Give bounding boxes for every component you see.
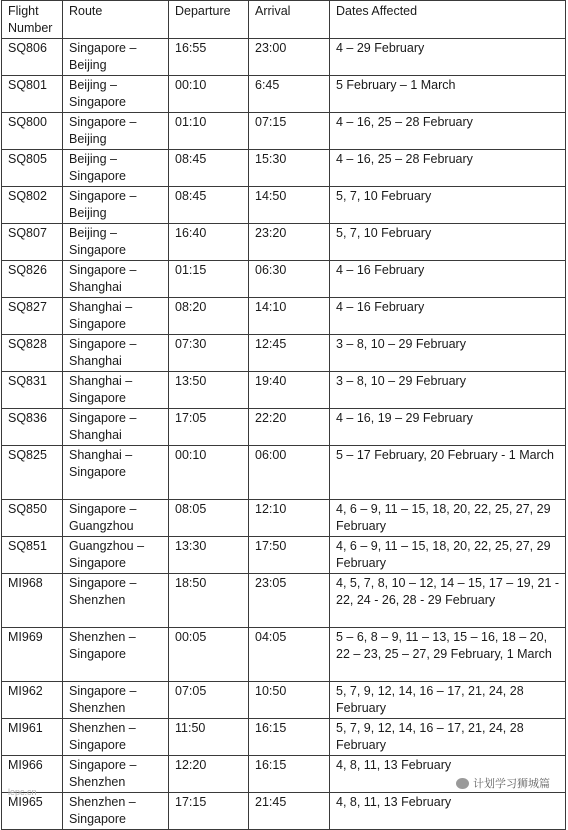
wechat-icon [456, 778, 469, 789]
route-cell: Singapore – Shanghai [63, 409, 169, 446]
flight-number-cell: SQ802 [2, 187, 63, 224]
arrival-cell: 23:20 [249, 224, 330, 261]
flight-number-cell: MI961 [2, 719, 63, 756]
flight-number-cell: SQ827 [2, 298, 63, 335]
dates-affected-cell: 4, 6 – 9, 11 – 15, 18, 20, 22, 25, 27, 29 February [330, 500, 566, 537]
arrival-cell: 12:45 [249, 335, 330, 372]
table-row [2, 682, 566, 719]
flight-number-cell: MI968 [2, 574, 63, 628]
flight-number-cell: MI962 [2, 682, 63, 719]
route-cell: Guangzhou – Singapore [63, 537, 169, 574]
route-cell: Singapore – Beijing [63, 39, 169, 76]
dates-affected-cell: 4 – 16, 25 – 28 February [330, 150, 566, 187]
dates-affected-cell: 4 – 16, 19 – 29 February [330, 409, 566, 446]
table-row [2, 446, 566, 500]
departure-cell: 17:15 [169, 793, 249, 830]
dates-affected-cell: 4 – 16 February [330, 298, 566, 335]
flight-schedule-table [1, 0, 566, 830]
departure-cell: 00:05 [169, 628, 249, 682]
departure-cell: 00:10 [169, 446, 249, 500]
arrival-cell: 23:00 [249, 39, 330, 76]
dates-affected-cell: 5, 7, 9, 12, 14, 16 – 17, 21, 24, 28 February [330, 719, 566, 756]
table-row [2, 574, 566, 628]
route-cell: Shanghai – Singapore [63, 446, 169, 500]
flight-number-cell: MI966 [2, 756, 63, 793]
dates-affected-cell: 5, 7, 10 February [330, 187, 566, 224]
arrival-cell: 6:45 [249, 76, 330, 113]
dates-affected-cell: 3 – 8, 10 – 29 February [330, 335, 566, 372]
header-departure: Departure [169, 1, 249, 39]
arrival-cell: 17:50 [249, 537, 330, 574]
route-cell: Singapore – Shenzhen [63, 574, 169, 628]
departure-cell: 13:30 [169, 537, 249, 574]
route-cell: Shenzhen – Singapore [63, 628, 169, 682]
flight-number-cell: SQ826 [2, 261, 63, 298]
table-row [2, 298, 566, 335]
table-row [2, 500, 566, 537]
arrival-cell: 14:10 [249, 298, 330, 335]
dates-affected-cell: 4, 6 – 9, 11 – 15, 18, 20, 22, 25, 27, 29 February [330, 537, 566, 574]
departure-cell: 17:05 [169, 409, 249, 446]
flight-number-cell: SQ806 [2, 39, 63, 76]
dates-affected-cell: 5, 7, 10 February [330, 224, 566, 261]
arrival-cell: 14:50 [249, 187, 330, 224]
arrival-cell: 12:10 [249, 500, 330, 537]
route-cell: Singapore – Guangzhou [63, 500, 169, 537]
dates-affected-cell: 4 – 16, 25 – 28 February [330, 113, 566, 150]
route-cell: Shanghai – Singapore [63, 372, 169, 409]
table-row [2, 224, 566, 261]
watermark-small: lepc.cn [8, 787, 37, 797]
flight-number-cell: MI965 [2, 793, 63, 830]
arrival-cell: 21:45 [249, 793, 330, 830]
departure-cell: 08:20 [169, 298, 249, 335]
dates-affected-cell: 5 February – 1 March [330, 76, 566, 113]
watermark [454, 775, 552, 791]
arrival-cell: 16:15 [249, 756, 330, 793]
departure-cell: 01:15 [169, 261, 249, 298]
flight-number-cell: SQ851 [2, 537, 63, 574]
table-row [2, 187, 566, 224]
route-cell: Singapore – Shanghai [63, 335, 169, 372]
departure-cell: 12:20 [169, 756, 249, 793]
route-cell: Singapore – Shanghai [63, 261, 169, 298]
arrival-cell: 10:50 [249, 682, 330, 719]
departure-cell: 16:55 [169, 39, 249, 76]
arrival-cell: 22:20 [249, 409, 330, 446]
arrival-cell: 07:15 [249, 113, 330, 150]
table-row [2, 628, 566, 682]
table-row [2, 261, 566, 298]
route-cell: Shenzhen – Singapore [63, 719, 169, 756]
table-row [2, 537, 566, 574]
flight-number-cell: SQ801 [2, 76, 63, 113]
departure-cell: 13:50 [169, 372, 249, 409]
dates-affected-cell: 5 – 6, 8 – 9, 11 – 13, 15 – 16, 18 – 20, 22 – 23, 25 – 27, 29 February, 1 March [330, 628, 566, 682]
route-cell: Singapore – Beijing [63, 113, 169, 150]
flight-number-cell: SQ800 [2, 113, 63, 150]
header-route: Route [63, 1, 169, 39]
table-row [2, 409, 566, 446]
dates-affected-cell: 4, 5, 7, 8, 10 – 12, 14 – 15, 17 – 19, 21 - 22, 24 - 26, 28 - 29 February [330, 574, 566, 628]
table-header-row [2, 1, 566, 39]
dates-affected-cell: 4, 8, 11, 13 February [330, 756, 566, 793]
table-row [2, 150, 566, 187]
route-cell: Beijing – Singapore [63, 224, 169, 261]
flight-number-cell: SQ805 [2, 150, 63, 187]
route-cell: Beijing – Singapore [63, 76, 169, 113]
arrival-cell: 19:40 [249, 372, 330, 409]
dates-affected-cell: 5 – 17 February, 20 February - 1 March [330, 446, 566, 500]
arrival-cell: 16:15 [249, 719, 330, 756]
departure-cell: 07:05 [169, 682, 249, 719]
dates-affected-cell: 5, 7, 9, 12, 14, 16 – 17, 21, 24, 28 February [330, 682, 566, 719]
departure-cell: 08:45 [169, 187, 249, 224]
departure-cell: 11:50 [169, 719, 249, 756]
dates-affected-cell: 4, 8, 11, 13 February [330, 793, 566, 830]
flight-number-cell: SQ836 [2, 409, 63, 446]
route-cell: Singapore – Beijing [63, 187, 169, 224]
flight-number-cell: SQ831 [2, 372, 63, 409]
departure-cell: 00:10 [169, 76, 249, 113]
flight-number-cell: SQ807 [2, 224, 63, 261]
table-row [2, 76, 566, 113]
watermark-text: 计划学习狮城篇 [473, 778, 550, 790]
dates-affected-cell: 3 – 8, 10 – 29 February [330, 372, 566, 409]
arrival-cell: 23:05 [249, 574, 330, 628]
route-cell: Shanghai – Singapore [63, 298, 169, 335]
departure-cell: 01:10 [169, 113, 249, 150]
flight-number-cell: SQ825 [2, 446, 63, 500]
departure-cell: 08:05 [169, 500, 249, 537]
flight-number-cell: MI969 [2, 628, 63, 682]
table-row [2, 39, 566, 76]
flight-number-cell: SQ850 [2, 500, 63, 537]
route-cell: Shenzhen – Singapore [63, 793, 169, 830]
arrival-cell: 06:00 [249, 446, 330, 500]
dates-affected-cell: 4 – 29 February [330, 39, 566, 76]
table-row [2, 793, 566, 830]
table-row [2, 719, 566, 756]
dates-affected-cell: 4 – 16 February [330, 261, 566, 298]
route-cell: Singapore – Shenzhen [63, 756, 169, 793]
table-row [2, 113, 566, 150]
departure-cell: 16:40 [169, 224, 249, 261]
departure-cell: 07:30 [169, 335, 249, 372]
header-flight-number: Flight Number [2, 1, 63, 39]
route-cell: Singapore – Shenzhen [63, 682, 169, 719]
flight-number-cell: SQ828 [2, 335, 63, 372]
header-dates-affected: Dates Affected [330, 1, 566, 39]
route-cell: Beijing – Singapore [63, 150, 169, 187]
departure-cell: 08:45 [169, 150, 249, 187]
arrival-cell: 06:30 [249, 261, 330, 298]
departure-cell: 18:50 [169, 574, 249, 628]
arrival-cell: 04:05 [249, 628, 330, 682]
header-arrival: Arrival [249, 1, 330, 39]
table-row [2, 335, 566, 372]
table-row [2, 372, 566, 409]
arrival-cell: 15:30 [249, 150, 330, 187]
